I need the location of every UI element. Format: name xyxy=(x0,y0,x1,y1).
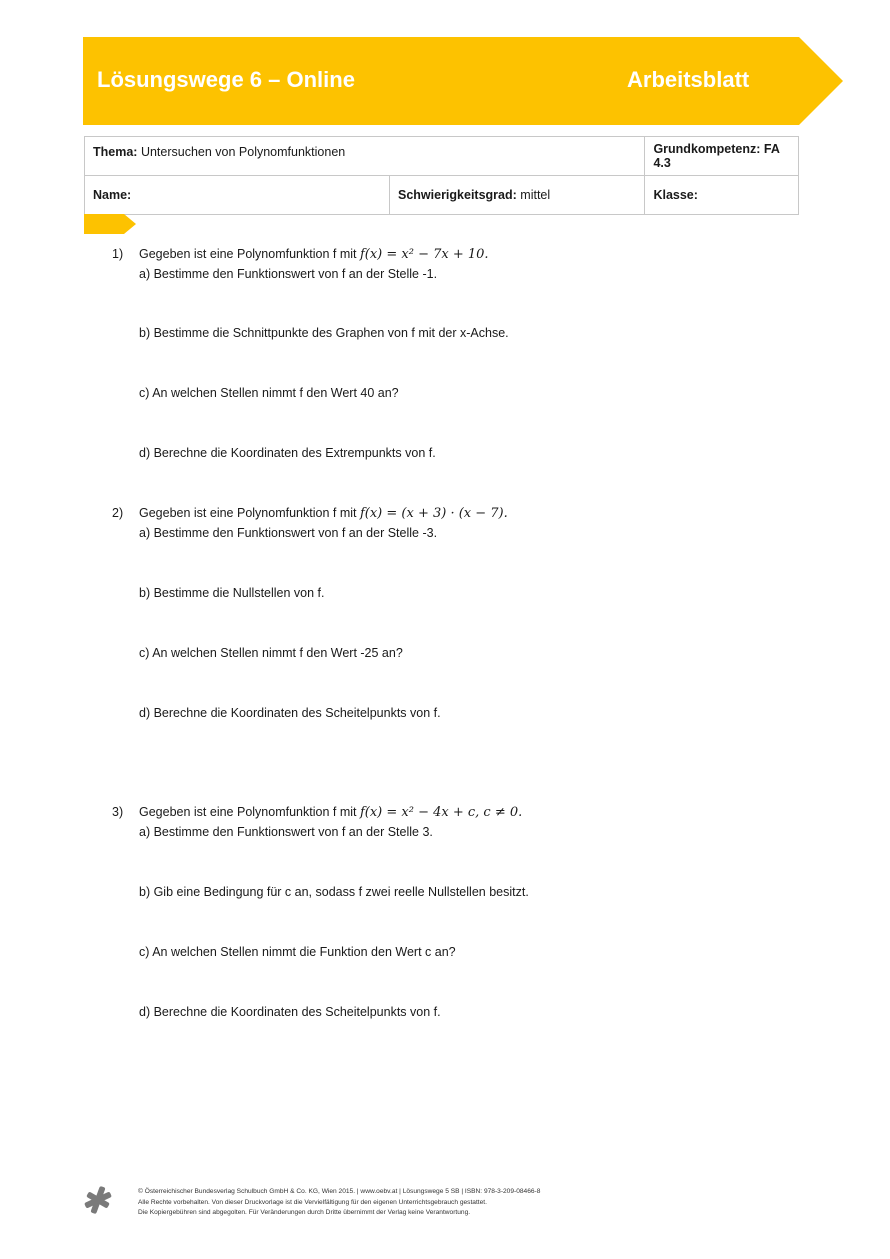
klasse-cell xyxy=(645,176,799,215)
thema-label: Thema: xyxy=(93,145,138,159)
task-part: d) Berechne die Koordinaten des Scheitelpunkts von f. xyxy=(139,706,441,720)
thema-cell xyxy=(85,137,645,176)
schwierigkeit-value: mittel xyxy=(520,188,551,202)
footer-line: Alle Rechte vorbehalten. Von dieser Druckvorlage ist die Vervielfältigung für den eigenen Unterrichtsgebrauch gestattet. xyxy=(138,1198,487,1206)
footer-line: Die Kopiergebühren sind abgegolten. Für Veränderungen durch Dritte übernimmt der Verlag keine Verantwortung. xyxy=(138,1209,471,1216)
tab-marker-shape xyxy=(84,214,136,234)
task-number: 1) xyxy=(112,247,124,261)
task-part: c) An welchen Stellen nimmt f den Wert -25 an? xyxy=(139,646,403,660)
name-cell xyxy=(85,176,390,215)
task-intro xyxy=(139,802,522,823)
klasse-label: Klasse: xyxy=(653,188,698,202)
kompetenz-label: Grundkompetenz: xyxy=(653,142,761,156)
kompetenz-cell xyxy=(645,137,799,176)
oebv-logo-icon xyxy=(82,1184,114,1216)
footer-text xyxy=(138,1187,540,1219)
header-banner xyxy=(83,37,843,125)
banner-title: Lösungswege 6 – Online xyxy=(97,67,355,92)
task-part: b) Gib eine Bedingung für c an, sodass f zwei reelle Nullstellen besitzt. xyxy=(139,885,529,899)
thema-value: Untersuchen von Polynomfunktionen xyxy=(140,145,346,159)
name-label: Name: xyxy=(93,188,132,202)
info-table xyxy=(84,136,799,215)
schwierigkeit-label: Schwierigkeitsgrad: xyxy=(398,188,517,202)
task-formula: f(x) = (x + 3) · (x − 7). xyxy=(359,506,508,521)
footer-line: © Österreichischer Bundesverlag Schulbuch GmbH & Co. KG, Wien 2015. | www.oebv.at | Lösungswege 5 SB | ISBN: 978-3-209-08466-8 xyxy=(138,1188,541,1195)
kompetenz-value: FA 4.3 xyxy=(653,142,780,170)
task-part: d) Berechne die Koordinaten des Scheitelpunkts von f. xyxy=(139,1005,441,1019)
task-part: a) Bestimme den Funktionswert von f an der Stelle 3. xyxy=(139,825,433,839)
task-number: 3) xyxy=(112,805,124,819)
task-intro xyxy=(139,503,508,524)
task-formula: f(x) = x² − 4x + c, c ≠ 0. xyxy=(359,805,523,820)
task-part: c) An welchen Stellen nimmt f den Wert 40 an? xyxy=(139,386,399,400)
task-part: c) An welchen Stellen nimmt die Funktion den Wert c an? xyxy=(139,945,456,959)
schwierigkeit-cell xyxy=(390,176,645,215)
task-part: b) Bestimme die Schnittpunkte des Graphen von f mit der x-Achse. xyxy=(139,326,509,340)
task-intro-text: Gegeben ist eine Polynomfunktion f mit xyxy=(139,506,357,520)
task-intro xyxy=(139,244,489,265)
task-part: a) Bestimme den Funktionswert von f an der Stelle -3. xyxy=(139,526,438,540)
task-number: 2) xyxy=(112,506,124,520)
task-intro-text: Gegeben ist eine Polynomfunktion f mit xyxy=(139,247,357,261)
task-part: b) Bestimme die Nullstellen von f. xyxy=(139,586,325,600)
banner-doc-type: Arbeitsblatt xyxy=(627,67,750,92)
task-intro-text: Gegeben ist eine Polynomfunktion f mit xyxy=(139,805,357,819)
task-formula: f(x) = x² − 7x + 10. xyxy=(359,247,489,262)
task-part: d) Berechne die Koordinaten des Extrempunkts von f. xyxy=(139,446,436,460)
task-part: a) Bestimme den Funktionswert von f an der Stelle -1. xyxy=(139,267,438,281)
